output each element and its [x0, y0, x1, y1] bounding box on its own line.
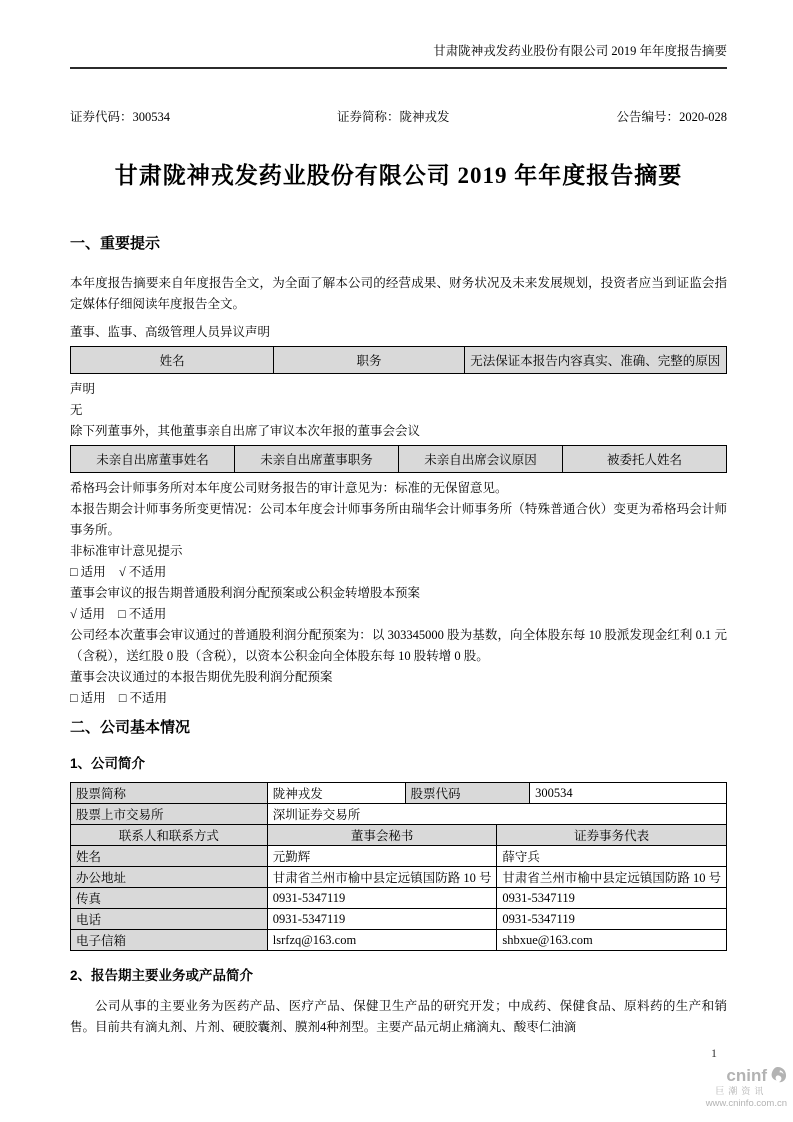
table-row — [71, 930, 727, 951]
page-number: 1 — [711, 1046, 717, 1060]
table-row — [71, 783, 727, 804]
contact-header-secretary: 董事会秘书 — [267, 825, 497, 846]
cninfo-logo-url: www.cninfo.com.cn — [705, 1098, 787, 1109]
cninfo-logo-text: cninf — [726, 1066, 767, 1085]
dissent-table — [70, 346, 727, 374]
contact-header-representative: 证券事务代表 — [497, 825, 727, 846]
announcement-number: 公告编号：2020-028 — [616, 110, 727, 124]
choice-not-checked: □ 适用 — [70, 565, 106, 579]
office-address-label: 办公地址 — [71, 867, 268, 888]
dividend-plan-choice — [70, 604, 727, 625]
secretary-address: 甘肃省兰州市榆中县定远镇国防路 10 号 — [267, 867, 497, 888]
choice-checked: √ 不适用 — [118, 565, 167, 579]
stock-name-value: 陇神戎发 — [267, 783, 405, 804]
auditor-change: 本报告期会计师事务所变更情况：公司本年度会计师事务所由瑞华会计师事务所（特殊普通合伙）变更为希格玛会计师事务所。 — [70, 502, 727, 537]
table-row — [71, 909, 727, 930]
representative-phone: 0931-5347119 — [497, 909, 727, 930]
business-description: 公司从事的主要业务为医药产品、医疗产品、保健卫生产品的研究开发；中成药、保健食品、原料药的生产和销售。目前共有滴丸剂、片剂、硬胶囊剂、膜剂4种剂型。主要产品元胡止痛滴丸、酸枣仁油滴 — [70, 999, 727, 1034]
nonstandard-audit-choice — [70, 562, 727, 583]
preferred-dividend-choice — [70, 688, 727, 709]
secretary-email: lsrfzq@163.com — [267, 930, 497, 951]
nonstandard-audit-label: 非标准审计意见提示 — [70, 544, 183, 558]
dividend-plan-label: 董事会审议的报告期普通股利润分配预案或公积金转增股本预案 — [70, 586, 421, 600]
dividend-detail: 公司经本次董事会审议通过的普通股利润分配预案为：以 303345000 股为基数，向全体股东每 10 股派发现金红利 0.1 元（含税），送红股 0 股（含税），以资本公积金向全体股东每 10 股转增 0 股。 — [70, 628, 727, 663]
dissent-col-reason: 无法保证本报告内容真实、准确、完整的原因 — [464, 347, 726, 374]
statement-value: 无 — [70, 403, 83, 417]
representative-fax: 0931-5347119 — [497, 888, 727, 909]
absent-directors-table — [70, 445, 727, 473]
phone-label: 电话 — [71, 909, 268, 930]
representative-name: 薛守兵 — [497, 846, 727, 867]
stock-code-label: 股票代码 — [405, 783, 530, 804]
absent-col-name: 未亲自出席董事姓名 — [71, 446, 235, 473]
dissent-statement-label: 董事、监事、高级管理人员异议声明 — [70, 325, 271, 339]
running-header-title: 甘肃陇神戎发药业股份有限公司 2019 年年度报告摘要 — [433, 44, 727, 58]
section-2-heading: 二、公司基本情况 — [70, 719, 191, 736]
secretary-name: 元勤辉 — [267, 846, 497, 867]
table-row — [71, 846, 727, 867]
table-row — [71, 888, 727, 909]
security-code: 证券代码：300534 — [70, 110, 171, 124]
meta-row — [70, 109, 727, 125]
cninfo-logo-brand — [706, 1066, 787, 1085]
table-row — [71, 867, 727, 888]
company-info-table — [70, 782, 727, 951]
exchange-value: 深圳证券交易所 — [267, 804, 726, 825]
choice-checked: √ 适用 — [70, 607, 105, 621]
secretary-fax: 0931-5347119 — [267, 888, 497, 909]
preferred-dividend-label: 董事会决议通过的本报告期优先股利润分配预案 — [70, 670, 333, 684]
statement-label: 声明 — [70, 382, 96, 396]
table-row — [71, 804, 727, 825]
representative-address: 甘肃省兰州市榆中县定远镇国防路 10 号 — [497, 867, 727, 888]
choice-not-checked: □ 不适用 — [118, 691, 167, 705]
security-name: 证券简称：陇神戎发 — [337, 110, 450, 124]
dissent-col-title: 职务 — [274, 347, 464, 374]
table-row — [71, 825, 727, 846]
choice-not-checked: □ 适用 — [70, 691, 106, 705]
audit-opinion: 希格玛会计师事务所对本年度公司财务报告的审计意见为：标准的无保留意见。 — [70, 481, 508, 495]
cninfo-logo-chinese: 巨潮资讯 — [715, 1086, 768, 1096]
email-label: 电子信箱 — [71, 930, 268, 951]
contact-header-label: 联系人和联系方式 — [71, 825, 268, 846]
table-header-row — [71, 446, 727, 473]
representative-email: shbxue@163.com — [497, 930, 727, 951]
subsection-company-profile-heading: 1、公司简介 — [70, 756, 146, 771]
swirl-icon — [768, 1066, 787, 1085]
dissent-col-name: 姓名 — [71, 347, 274, 374]
absent-col-reason: 未亲自出席会议原因 — [399, 446, 563, 473]
contact-name-label: 姓名 — [71, 846, 268, 867]
attendance-note: 除下列董事外，其他董事亲自出席了审议本次年报的董事会会议 — [70, 424, 421, 438]
stock-code-value: 300534 — [530, 783, 727, 804]
secretary-phone: 0931-5347119 — [267, 909, 497, 930]
subsection-business-heading: 2、报告期主要业务或产品简介 — [70, 968, 254, 983]
document-title: 甘肃陇神戎发药业股份有限公司 2019 年年度报告摘要 — [114, 163, 683, 188]
section-1-heading: 一、重要提示 — [70, 235, 161, 252]
exchange-label: 股票上市交易所 — [71, 804, 268, 825]
absent-col-title: 未亲自出席董事职务 — [235, 446, 399, 473]
choice-not-checked: □ 不适用 — [118, 607, 167, 621]
running-header — [70, 44, 727, 69]
stock-name-label: 股票简称 — [71, 783, 268, 804]
intro-paragraph: 本年度报告摘要来自年度报告全文，为全面了解本公司的经营成果、财务状况及未来发展规划，投资者应当到证监会指定媒体仔细阅读年度报告全文。 — [70, 276, 727, 311]
cninfo-logo — [706, 1066, 787, 1109]
absent-col-delegate: 被委托人姓名 — [563, 446, 727, 473]
fax-label: 传真 — [71, 888, 268, 909]
table-header-row — [71, 347, 727, 374]
